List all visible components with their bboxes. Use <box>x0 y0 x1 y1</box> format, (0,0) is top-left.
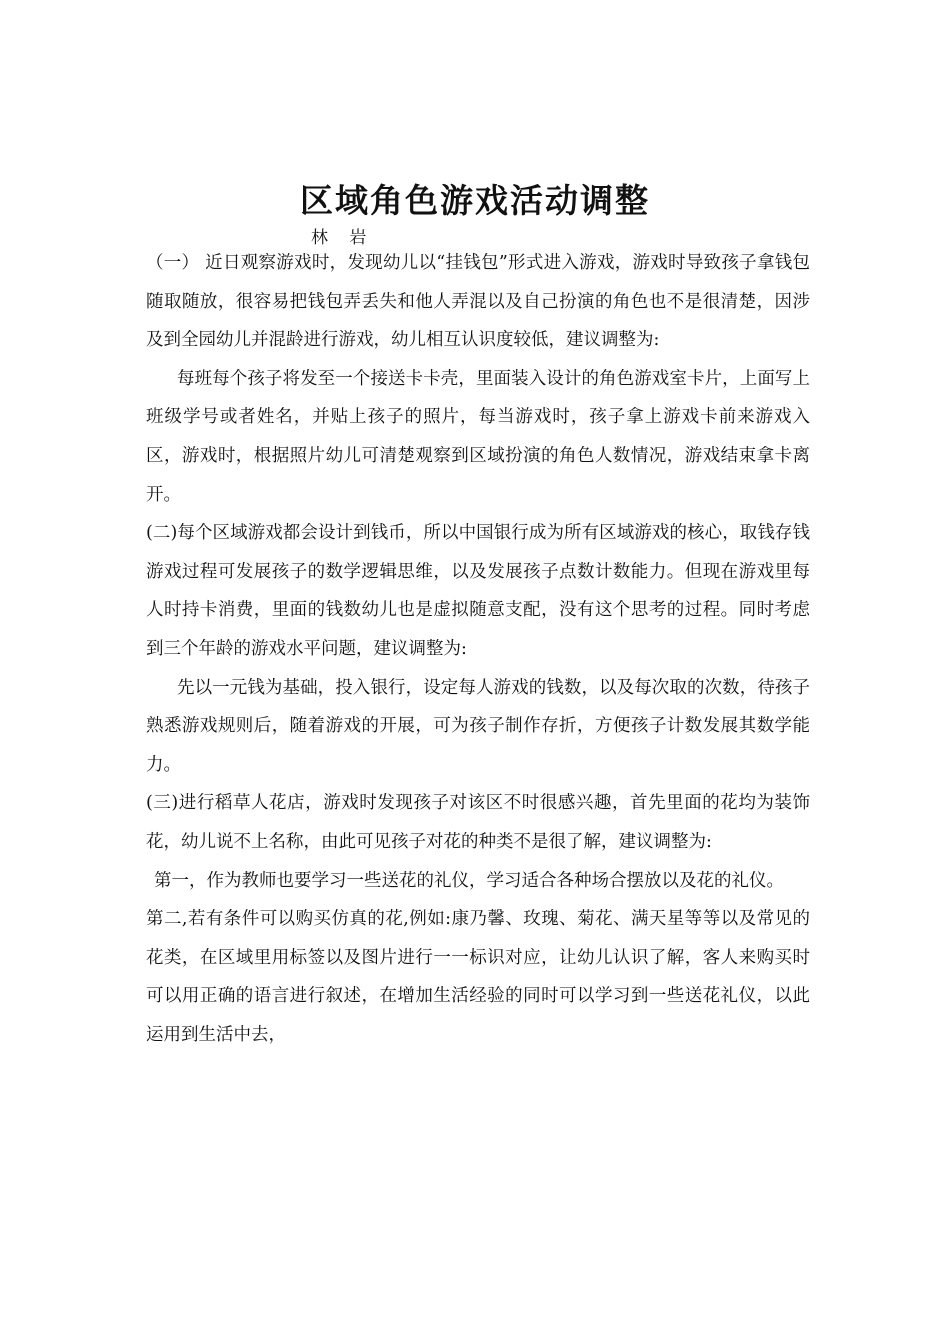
document-author: 林 岩 <box>311 228 375 248</box>
paragraph-1: （一） 近日观察游戏时，发现幼儿以“挂钱包”形式进入游戏，游戏时导致孩子拿钱包随取随放，很容易把钱包弄丢失和他人弄混以及自己扮演的角色也不是很清楚，因涉及到全园幼儿并混龄进行游戏，幼儿相互认识度较低，建议调整为: <box>146 253 810 351</box>
paragraph-6: 第一，作为教师也要学习一些送花的礼仪，学习适合各种场合摆放以及花的礼仪。 <box>154 870 784 891</box>
paragraph-4: 先以一元钱为基础，投入银行，设定每人游戏的钱数，以及每次取的次数，待孩子熟悉游戏规则后，随着游戏的开展，可为孩子制作存折，方便孩子计数发展其数学能力。 <box>146 677 810 775</box>
paragraph-3: (二)每个区域游戏都会设计到钱币，所以中国银行成为所有区域游戏的核心，取钱存钱游戏过程可发展孩子的数学逻辑思维，以及发展孩子点数计数能力。但现在游戏里每人时持卡消费，里面的钱数幼儿也是虚拟随意支配，没有这个思考的过程。同时考虑到三个年龄的游戏水平问题，建议调整为: <box>146 523 810 659</box>
document-title: 区域角色游戏活动调整 <box>300 181 650 220</box>
paragraph-7: 第二,若有条件可以购买仿真的花,例如:康乃馨、玫瑰、菊花、满天星等等以及常见的花类，在区域里用标签以及图片进行一一标识对应，让幼儿认识了解，客人来购买时可以用正确的语言进行叙述，在增加生活经验的同时可以学习到一些送花礼仪，以此运用到生活中去， <box>146 909 810 1045</box>
paragraph-5: (三)进行稻草人花店，游戏时发现孩子对该区不时很感兴趣，首先里面的花均为装饰花，幼儿说不上名称，由此可见孩子对花的种类不是很了解，建议调整为: <box>146 793 810 852</box>
document-body <box>146 244 810 1054</box>
paragraph-2: 每班每个孩子将发至一个接送卡卡壳，里面装入设计的角色游戏室卡片，上面写上班级学号或者姓名，并贴上孩子的照片，每当游戏时，孩子拿上游戏卡前来游戏入区，游戏时，根据照片幼儿可清楚观察到区域扮演的角色人数情况，游戏结束拿卡离开。 <box>146 368 810 505</box>
